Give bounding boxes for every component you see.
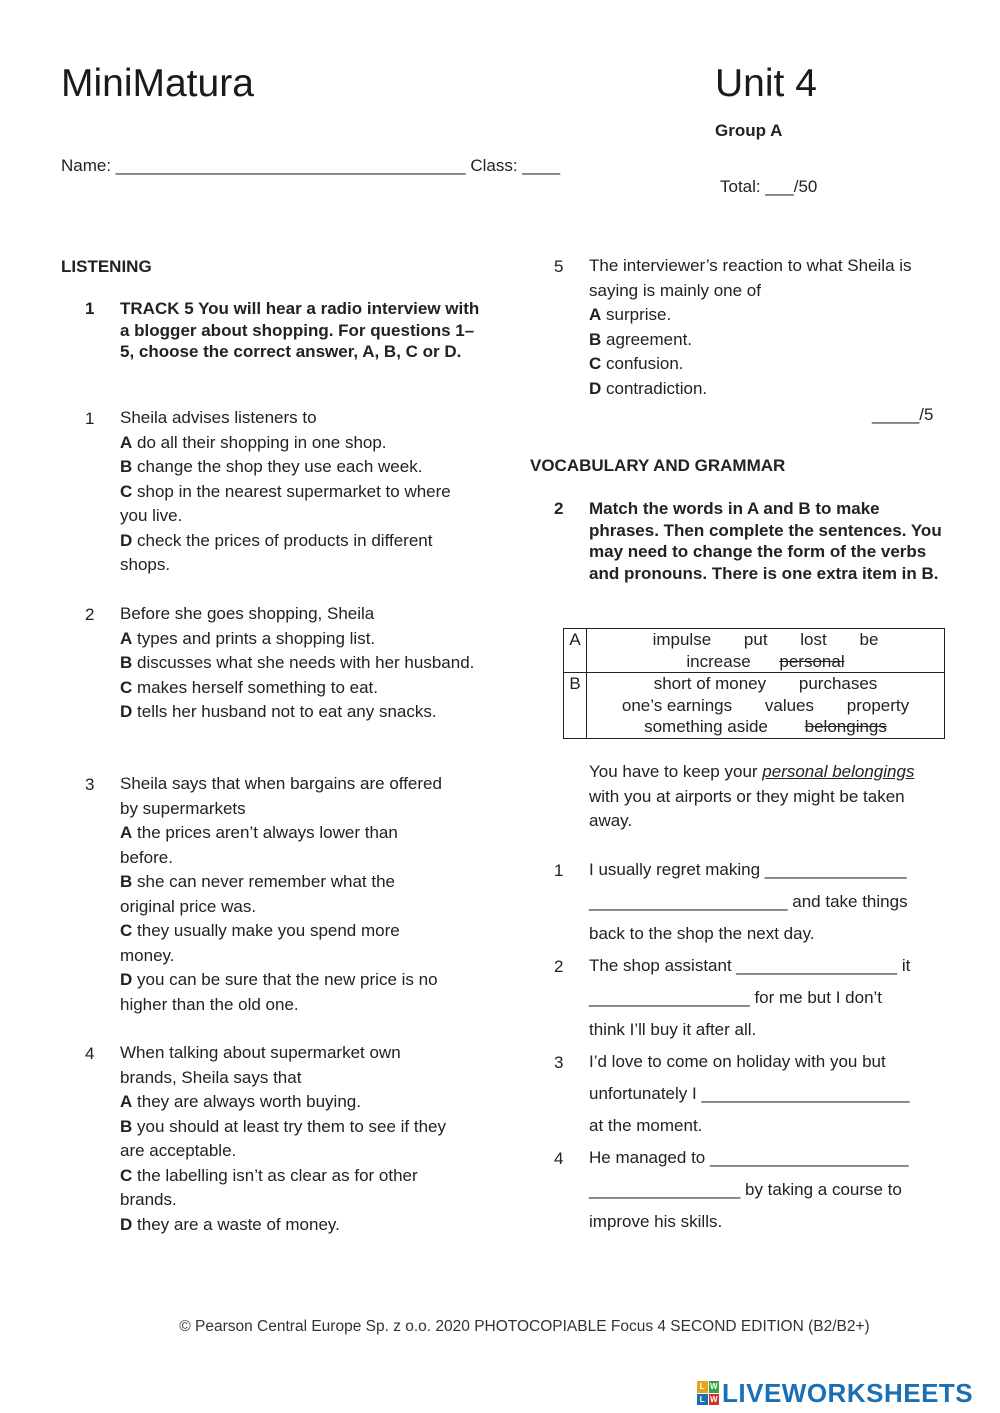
question-1-option-b[interactable]: B change the shop they use each week.	[120, 457, 423, 476]
question-2-number: 2	[85, 605, 95, 624]
question-3-option-d[interactable]: D you can be sure that the new price is no higher than the old one.	[120, 970, 438, 1014]
example-sentence: You have to keep your personal belongings with you at airports or they might be taken away.	[589, 762, 915, 830]
sentence-2[interactable]: The shop assistant _________________ it _________________ for me but I don’t think I’ll buy it after all.	[589, 956, 911, 1039]
liveworksheets-logo[interactable]	[697, 1378, 973, 1408]
question-2-stem: Before she goes shopping, Sheila	[120, 604, 375, 623]
exercise-1-instruction: TRACK 5 You will hear a radio interview with a blogger about shopping. For questions 1–5, choose the correct answer, A, B, C or D.	[120, 299, 480, 361]
sentence-1[interactable]: I usually regret making _______________ _____________________ and take things back to the shop the next day.	[589, 860, 908, 943]
word-be[interactable]: be	[859, 630, 879, 649]
question-5-stem: The interviewer’s reaction to what Sheila is saying is mainly one of	[589, 256, 912, 300]
question-2-option-b[interactable]: B discusses what she needs with her husband.	[120, 653, 475, 672]
example-answer: personal belongings	[762, 762, 915, 781]
word-belongings-used: belongings	[804, 717, 887, 736]
question-1-option-a[interactable]: A do all their shopping in one shop.	[120, 432, 387, 452]
word-something-aside[interactable]: something aside	[644, 717, 768, 736]
question-5-number: 5	[554, 257, 564, 276]
question-3	[120, 772, 450, 1017]
sentence-4-number: 4	[554, 1149, 564, 1168]
exercise-2-number: 2	[554, 499, 564, 518]
question-3-option-c[interactable]: C they usually make you spend more money.	[120, 921, 400, 965]
question-2	[120, 602, 475, 725]
word-purchases[interactable]: purchases	[798, 674, 878, 693]
sentence-4[interactable]: He managed to _____________________ ________________ by taking a course to improve his skills.	[589, 1148, 909, 1231]
listening-score: _____/5	[872, 405, 934, 424]
question-2-option-c[interactable]: C makes herself something to eat.	[120, 677, 378, 697]
question-4-stem: When talking about supermarket own brands, Sheila says that	[120, 1043, 401, 1087]
word-short-of-money[interactable]: short of money	[653, 674, 767, 693]
sentence-3-number: 3	[554, 1053, 564, 1072]
word-personal-used: personal	[779, 651, 845, 671]
table-row-b-words	[587, 673, 945, 739]
group-label: Group A	[715, 121, 783, 140]
question-2-option-d[interactable]: D tells her husband not to eat any snacks.	[120, 702, 437, 721]
word-ones-earnings[interactable]: one’s earnings	[621, 695, 733, 715]
word-impulse[interactable]: impulse	[652, 630, 712, 649]
question-3-option-b[interactable]: B she can never remember what the original price was.	[120, 872, 395, 916]
word-lost[interactable]: lost	[800, 630, 827, 649]
question-4-option-b[interactable]: B you should at least try them to see if they are acceptable.	[120, 1116, 447, 1160]
table-row-b	[564, 673, 945, 739]
question-1-option-d[interactable]: D check the prices of products in different shops.	[120, 530, 433, 574]
question-3-stem: Sheila says that when bargains are offered by supermarkets	[120, 774, 442, 818]
liveworksheets-logo-icon: L W L W	[697, 1381, 719, 1405]
name-class-line: Name: _____________________________________ Class: ____	[61, 156, 561, 175]
word-property[interactable]: property	[846, 695, 910, 715]
question-3-number: 3	[85, 775, 95, 794]
table-row-a-label: A	[564, 629, 587, 673]
question-1	[120, 406, 475, 578]
word-match-table	[563, 628, 945, 739]
question-1-option-c[interactable]: C shop in the nearest supermarket to where you live.	[120, 481, 451, 525]
sentence-2-number: 2	[554, 957, 564, 976]
copyright-footer: © Pearson Central Europe Sp. z o.o. 2020 PHOTOCOPIABLE Focus 4 SECOND EDITION (B2/B2+)	[179, 1318, 870, 1335]
listening-heading: LISTENING	[61, 257, 152, 276]
question-5	[589, 254, 934, 401]
word-increase[interactable]: increase	[686, 651, 751, 671]
exercise-1-number: 1	[85, 299, 95, 318]
word-values[interactable]: values	[764, 695, 815, 715]
sentence-3[interactable]: I’d love to come on holiday with you but unfortunately I ______________________ at the moment.	[589, 1052, 910, 1135]
table-row-b-label: B	[564, 673, 587, 739]
question-5-option-a[interactable]: A surprise.	[589, 305, 672, 324]
question-4-option-c[interactable]: C the labelling isn’t as clear as for other brands.	[120, 1165, 418, 1209]
sentence-1-number: 1	[554, 861, 564, 880]
question-3-option-a[interactable]: A the prices aren’t always lower than before.	[120, 823, 398, 867]
question-4-number: 4	[85, 1044, 95, 1063]
exercise-2-instruction: Match the words in A and B to make phrases. Then complete the sentences. You may need to change the form of the verbs and pronouns. There is one extra item in B.	[589, 499, 942, 583]
question-5-option-d[interactable]: D contradiction.	[589, 378, 708, 398]
document-title: MiniMatura	[61, 62, 254, 105]
total-score: Total: ___/50	[720, 177, 818, 196]
question-2-option-a[interactable]: A types and prints a shopping list.	[120, 628, 376, 648]
question-1-stem: Sheila advises listeners to	[120, 408, 317, 427]
vocabulary-heading: VOCABULARY AND GRAMMAR	[530, 456, 786, 475]
table-row-a	[564, 629, 945, 673]
question-5-option-b[interactable]: B agreement.	[589, 329, 693, 349]
question-4-option-d[interactable]: D they are a waste of money.	[120, 1214, 340, 1234]
question-4-option-a[interactable]: A they are always worth buying.	[120, 1092, 361, 1111]
liveworksheets-logo-text: LIVEWORKSHEETS	[722, 1377, 974, 1408]
question-1-number: 1	[85, 409, 95, 428]
unit-title: Unit 4	[715, 62, 817, 105]
question-4	[120, 1041, 455, 1237]
question-5-option-c[interactable]: C confusion.	[589, 354, 684, 373]
table-row-a-words	[587, 629, 945, 673]
word-put[interactable]: put	[743, 630, 768, 649]
